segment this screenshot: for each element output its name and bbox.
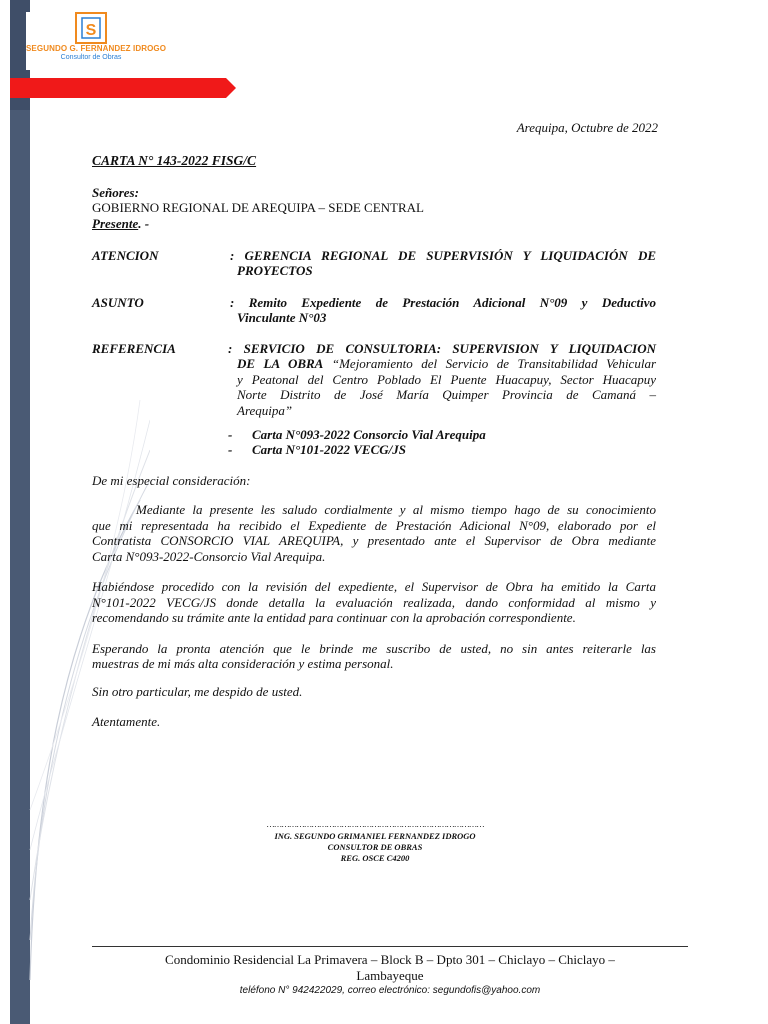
paragraph-2-line: recomendando su trámite ante la entidad para continuar con la aprobación correspondiente.: [92, 610, 576, 625]
footer-divider: [92, 946, 688, 947]
paragraph-1-line: que mi representada ha recibido el Expediente de Prestación Adicional N°09, elaborado por el: [92, 518, 656, 533]
paragraph-3-line: Esperando la pronta atención que le brinde me suscribo de usted, no sin antes reiterarle las: [92, 641, 656, 656]
reference-bullet: -: [228, 442, 233, 457]
presente-word: Presente: [92, 216, 139, 231]
recipient: GOBIERNO REGIONAL DE AREQUIPA – SEDE CENTRAL: [92, 200, 424, 215]
logo-mark-icon: [74, 12, 108, 44]
asunto-line-2: Vinculante N°03: [237, 310, 327, 325]
referencia-line-2: [237, 356, 656, 372]
decorative-swirl: [0, 380, 150, 980]
paragraph-2-line: Habiéndose procedido con la revisión del expediente, el Supervisor de Obra ha emitido la Carta: [92, 579, 656, 594]
atencion-line-2: PROYECTOS: [237, 263, 313, 278]
logo-letter: S: [85, 22, 97, 39]
referencia-line-4: Norte Distrito de José María Quimper Provincia de Camaná –: [237, 387, 656, 402]
reference-item: [228, 427, 486, 443]
asunto-line-1: : Remito Expediente de Prestación Adicional N°09 y Deductivo: [230, 295, 656, 310]
place-date: Arequipa, Octubre de 2022: [516, 120, 658, 135]
reference-text: Carta N°093-2022 Consorcio Vial Arequipa: [252, 427, 486, 442]
presente-line: [92, 216, 149, 232]
closing-regards: Atentamente.: [92, 714, 161, 729]
logo-subtitle: Consultor de Obras: [60, 54, 122, 61]
referencia-line-2-rest: “Mejoramiento del Servicio de Transitabilidad Vehicular: [323, 356, 656, 371]
red-header-band: [10, 78, 236, 98]
presente-suffix: . -: [138, 216, 150, 231]
referencia-label: REFERENCIA: [92, 341, 176, 356]
letter-reference-number: CARTA N° 143-2022 FISG/C: [92, 153, 257, 168]
signer-title: CONSULTOR DE OBRAS: [327, 842, 423, 852]
signer-registration: REG. OSCE C4200: [340, 853, 410, 863]
greeting: De mi especial consideración:: [92, 473, 251, 488]
atencion-label: ATENCION: [92, 248, 159, 263]
referencia-line-5: Arequipa”: [237, 403, 293, 418]
signer-name: ING. SEGUNDO GRIMANIEL FERNANDEZ IDROGO: [274, 831, 476, 841]
closing-line: Sin otro particular, me despido de usted.: [92, 684, 303, 699]
paragraph-2-line: N°101-2022 VECG/JS donde detalla la evaluación realizada, dando conformidad al mismo y: [92, 595, 656, 610]
asunto-label: ASUNTO: [92, 295, 144, 310]
footer-address-line-1: Condominio Residencial La Primavera – Block B – Dpto 301 – Chiclayo – Chiclayo –: [165, 952, 615, 967]
logo-name: SEGUNDO G. FERNANDEZ IDROGO: [26, 44, 167, 53]
referencia-line-3: y Peatonal del Centro Poblado El Puente Huacapuy, Sector Huacapuy: [237, 372, 656, 387]
paragraph-1-line: Carta N°093-2022-Consorcio Vial Arequipa.: [92, 549, 326, 564]
paragraph-1-line: Mediante la presente les saludo cordialmente y al mismo tiempo hago de su conocimiento: [136, 502, 656, 517]
reference-bullet: -: [228, 427, 233, 442]
paragraph-3-line: muestras de mi más alta consideración y estima personal.: [92, 656, 394, 671]
salutation: Señores:: [92, 185, 139, 200]
signature-line: ……………………………………………………………………………: [266, 819, 484, 829]
reference-item: [228, 442, 407, 458]
referencia-line-2-bold: DE LA OBRA: [237, 356, 324, 371]
paragraph-1-line: Contratista CONSORCIO VIAL AREQUIPA, y presentado ante el Supervisor de Obra mediante: [92, 533, 656, 548]
company-logo: [26, 12, 167, 70]
reference-text: Carta N°101-2022 VECG/JS: [252, 442, 407, 457]
footer-contact: teléfono N° 942422029, correo electrónico: segundofis@yahoo.com: [239, 985, 541, 996]
atencion-line-1: : GERENCIA REGIONAL DE SUPERVISIÓN Y LIQUIDACIÓN DE: [230, 248, 656, 263]
footer-address-line-2: Lambayeque: [356, 968, 424, 983]
referencia-line-1: : SERVICIO DE CONSULTORIA: SUPERVISION Y LIQUIDACION: [228, 341, 656, 356]
